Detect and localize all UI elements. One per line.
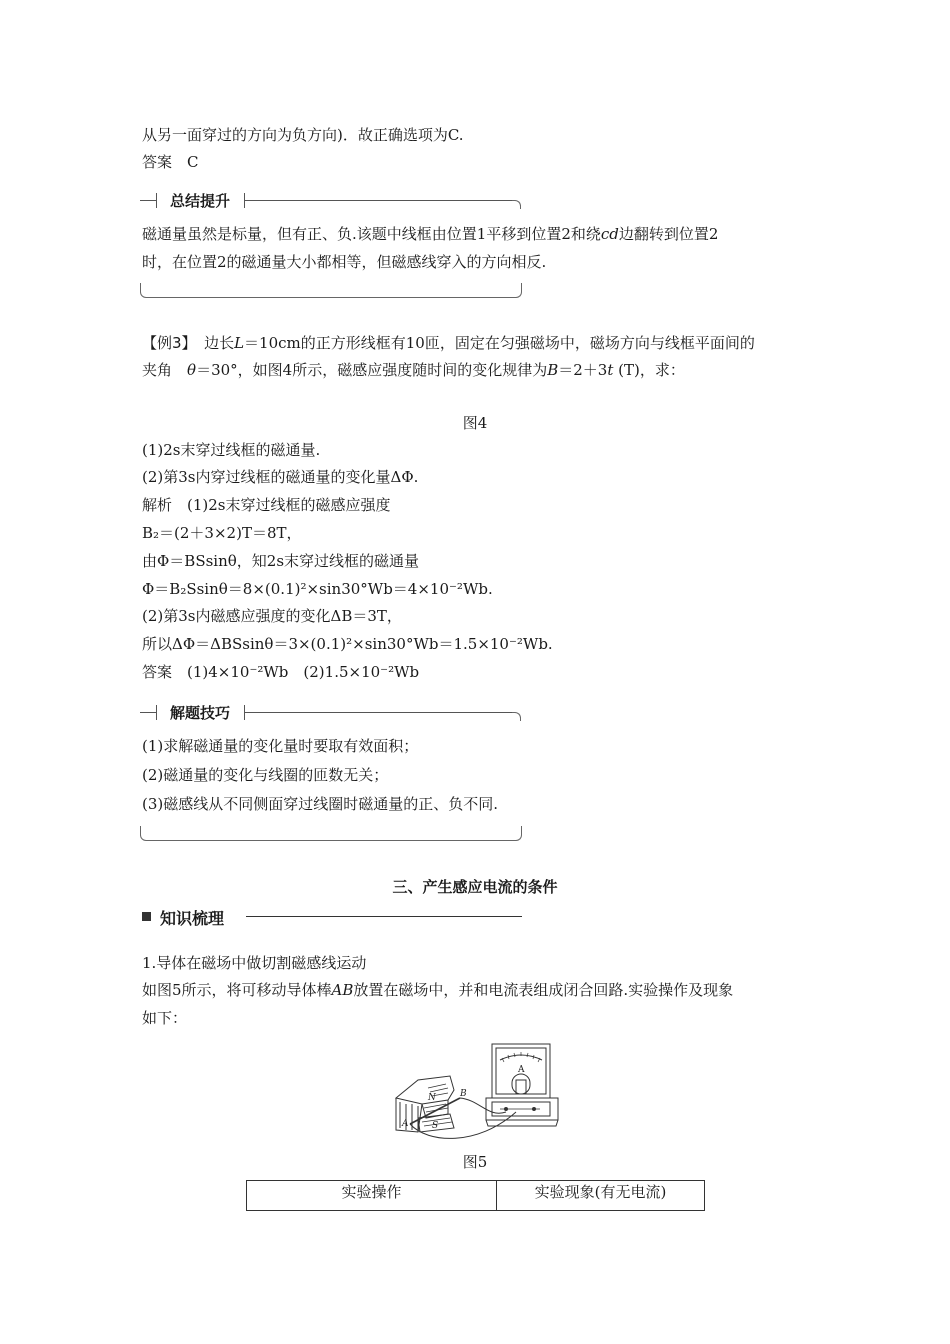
point-1: 1.导体在磁场中做切割磁感线运动 [142,954,367,972]
answer-line: 答案 C [142,153,199,171]
analysis-line-5: 所以ΔΦ＝ΔBSsinθ＝3×(0.1)²×sin30°Wb＝1.5×10⁻²Wb. [142,635,553,653]
example-line-1: 【例3】 边长L＝10cm的正方形线框有10匝，固定在匀强磁场中，磁场方向与线框平面间的 [142,334,755,352]
question-2: (2)第3s内穿过线框的磁通量的变化量ΔΦ. [142,468,419,486]
analysis-line-0: 解析 (1)2s末穿过线框的磁感应强度 [142,496,391,514]
section-title: 三、产生感应电流的条件 [392,878,558,896]
label-N: N [428,1093,436,1103]
summary-line-2: 时，在位置2的磁通量大小都相等，但磁感线穿入的方向相反. [142,253,547,271]
square-bullet-icon [142,912,151,921]
figure-5-apparatus [388,1040,564,1148]
analysis-line-2: 由Φ＝BSsinθ，知2s末穿过线框的磁通量 [142,552,420,570]
knowledge-title: 知识梳理 [160,909,225,928]
experiment-table [246,1180,705,1211]
heading-rule [246,916,522,917]
tip-2: (2)磁通量的变化与线圈的匝数无关； [142,766,389,784]
meter-label-A: A [518,1065,525,1075]
label-S: S [432,1121,439,1131]
figure-4-caption: 图4 [462,414,488,432]
tips-box-header [140,702,522,724]
tip-1: (1)求解磁通量的变化量时要取有效面积； [142,737,419,755]
knowledge-heading [142,906,522,928]
analysis-line-1: B₂＝(2＋3×2)T＝8T， [142,524,302,542]
point-1-desc: 如图5所示，将可移动导体棒AB放置在磁场中，并和电流表组成闭合回路.实验操作及现象 [142,981,734,999]
table-header-phenomenon: 实验现象(有无电流) [534,1183,667,1201]
label-B: B [460,1089,467,1099]
summary-box-header [140,190,522,212]
summary-line-1: 磁通量虽然是标量，但有正、负.该题中线框由位置1平移到位置2和绕cd边翻转到位置2 [142,225,719,243]
text-line: 从另一面穿过的方向为负方向)．故正确选项为C. [142,126,464,144]
answer-line-2: 答案 (1)4×10⁻²Wb (2)1.5×10⁻²Wb [142,663,420,681]
question-1: (1)2s末穿过线框的磁通量. [142,441,321,459]
summary-title: 总结提升 [170,192,231,210]
table-header-operation: 实验操作 [341,1183,402,1201]
example-line-2: 夹角 θ＝30°，如图4所示，磁感应强度随时间的变化规律为B＝2＋3t (T)，求： [142,361,685,379]
figure-5-caption: 图5 [462,1153,488,1171]
analysis-line-3: Φ＝B₂Ssinθ＝8×(0.1)²×sin30°Wb＝4×10⁻²Wb. [142,580,493,598]
summary-box-bottom [140,283,522,298]
tip-3: (3)磁感线从不同侧面穿过线圈时磁通量的正、负不同. [142,795,499,813]
tips-box-bottom [140,826,522,841]
analysis-line-4: (2)第3s内磁感应强度的变化ΔB＝3T， [142,607,402,625]
label-A: A [402,1119,409,1129]
tips-title: 解题技巧 [170,704,231,722]
point-1-desc-2: 如下： [142,1009,188,1027]
